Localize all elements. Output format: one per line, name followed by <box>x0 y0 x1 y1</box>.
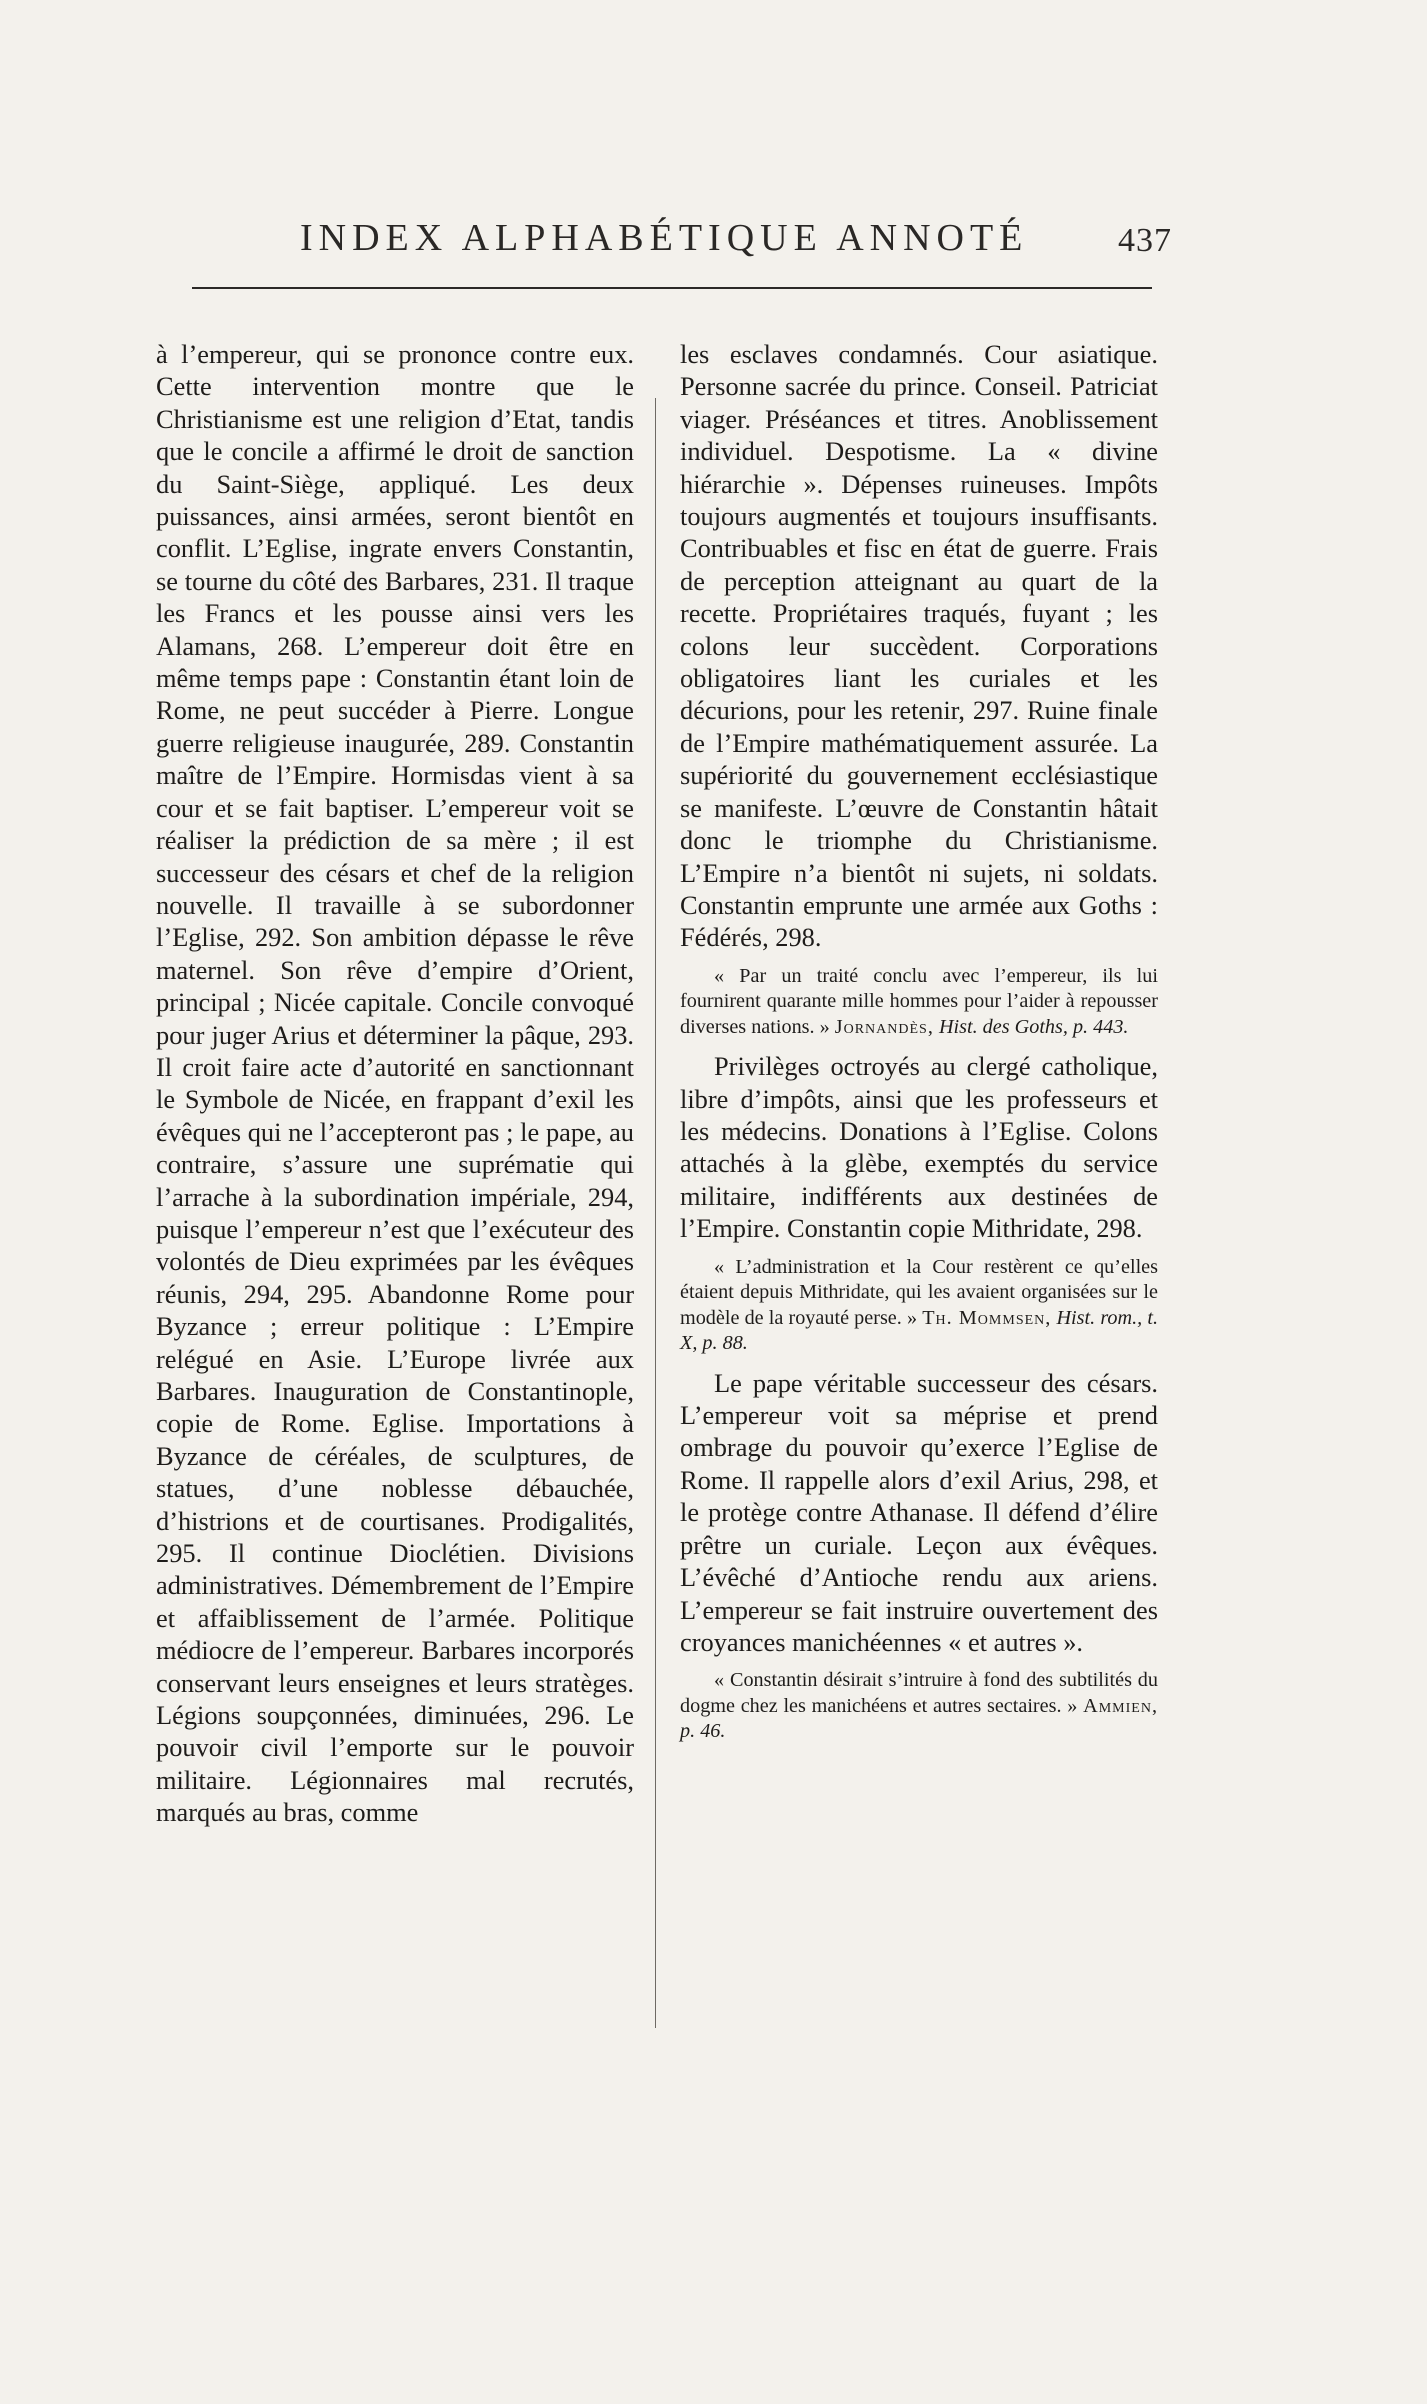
page-header <box>0 216 1427 276</box>
footnote-quote-1 <box>680 964 1158 1041</box>
quote-3-work: p. 46. <box>680 1720 726 1743</box>
left-column-text: à l’empereur, qui se prononce contre eux. Cette intervention montre que le Christianisme est une religion d’Etat, tandis que le concile a affirmé le droit de sanction du Saint-Siège, appliqué. Les deux puissances, ainsi armées, seront bientôt en conflit. L’Eglise, ingrate envers Constantin, se tourne du côté des Barbares, 231. Il traque les Francs et les pousse ainsi vers les Alamans, 268. L’empereur doit être en même temps pape : Constantin étant loin de Rome, ne peut succéder à Pierre. Longue guerre religieuse inaugurée, 289. Constantin maître de l’Empire. Hormisdas vient à sa cour et se fait baptiser. L’empereur voit se réaliser la prédiction de sa mère ; il est successeur des césars et chef de la religion nouvelle. Il travaille à se subordonner l’Eglise, 292. Son ambition dépasse le rêve maternel. Son rêve d’empire d’Orient, principal ; Nicée capitale. Concile convoqué pour juger Arius et déterminer la pâque, 293. Il croit faire acte d’autorité en sanctionnant le Symbole de Nicée, en frappant d’exil les évêques qui ne l’accepteront pas ; le pape, au contraire, s’assure une suprématie qui l’arrache à la subordination impériale, 294, puisque l’empereur n’est que l’exécuteur des volontés de Dieu exprimées par les évêques réunis, 294, 295. Abandonne Rome pour Byzance ; erreur politique : L’Empire relégué en Asie. L’Europe livrée aux Barbares. Inauguration de Constantinople, copie de Rome. Eglise. Importations à Byzance de céréales, de sculptures, de statues, d’une noblesse débauchée, d’histrions et de courtisanes. Prodigalités, 295. Il continue Dioclétien. Divisions administratives. Démembrement de l’Empire et affaiblissement de l’armée. Politique médiocre de l’empereur. Barbares incorporés conservant leurs enseignes et leurs stratèges. Légions soupçonnées, diminuées, 296. Le pouvoir civil l’emporte sur le pouvoir militaire. Légionnaires mal recrutés, marqués au bras, comme <box>156 339 634 1828</box>
quote-2-author: Th. Mommsen, <box>922 1306 1052 1329</box>
quote-1-work: Hist. des Goths, p. 443. <box>938 1015 1129 1038</box>
running-title: INDEX ALPHABÉTIQUE ANNOTÉ <box>300 217 1029 259</box>
quote-2-text: « L’administration et la Cour restèrent ce qu’elles étaient depuis Mithridate, qui les avaient organisées sur le modèle de la royauté perse. » <box>680 1255 1158 1329</box>
quote-1-text: « Par un traité conclu avec l’empereur, ils lui fournirent quarante mille hommes pour l’aider à repousser diverses nations. » <box>680 964 1158 1038</box>
quote-3-author: Ammien, <box>1083 1694 1158 1717</box>
right-paragraph-2: Privilèges octroyés au clergé catholique, libre d’impôts, ainsi que les professeurs et les médecins. Donations à l’Eglise. Colons attachés à la glèbe, exemptés du service militaire, indifférents aux destinées de l’Empire. Constantin copie Mithridate, 298. <box>680 1051 1158 1244</box>
column-divider <box>655 398 656 2028</box>
footnote-quote-2 <box>680 1255 1158 1357</box>
page-number: 437 <box>1118 222 1172 259</box>
right-paragraph-3: Le pape véritable successeur des césars. L’empereur voit sa méprise et prend ombrage du pouvoir qu’exerce l’Eglise de Rome. Il rappelle alors d’exil Arius, 298, et le protège contre Athanase. Il défend d’élire prêtre un curiale. Leçon aux évêques. L’évêché d’Antioche rendu aux ariens. L’empereur se fait instruire ouvertement des croyances manichéennes « et autres ». <box>680 1367 1158 1657</box>
footnote-quote-3 <box>680 1668 1158 1745</box>
header-rule <box>192 287 1152 289</box>
quote-3-text: « Constantin désirait s’intruire à fond des subtilités du dogme chez les manichéens et autres sectaires. » <box>680 1669 1158 1717</box>
left-column <box>156 338 634 1829</box>
right-paragraph-1: les esclaves condamnés. Cour asiatique. Personne sacrée du prince. Conseil. Patriciat viager. Préséances et titres. Anoblissement individuel. Despotisme. La « divine hiérarchie ». Dépenses ruineuses. Impôts toujours augmentés et toujours insuffisants. Contribuables et fisc en état de guerre. Frais de perception atteignant au quart de la recette. Propriétaires traqués, fuyant ; les colons leur succèdent. Corporations obligatoires liant les curiales et les décurions, pour les retenir, 297. Ruine finale de l’Empire mathématiquement assurée. La supériorité du gouvernement ecclésiastique se manifeste. L’œuvre de Constantin hâtait donc le triomphe du Christianisme. L’Empire n’a bientôt ni sujets, ni soldats. Constantin emprunte une armée aux Goths : Fédérés, 298. <box>680 339 1158 953</box>
quote-2-work: Hist. rom., t. X, p. 88. <box>680 1306 1158 1355</box>
right-column <box>680 338 1158 1755</box>
quote-1-author: Jornandès, <box>834 1015 934 1038</box>
